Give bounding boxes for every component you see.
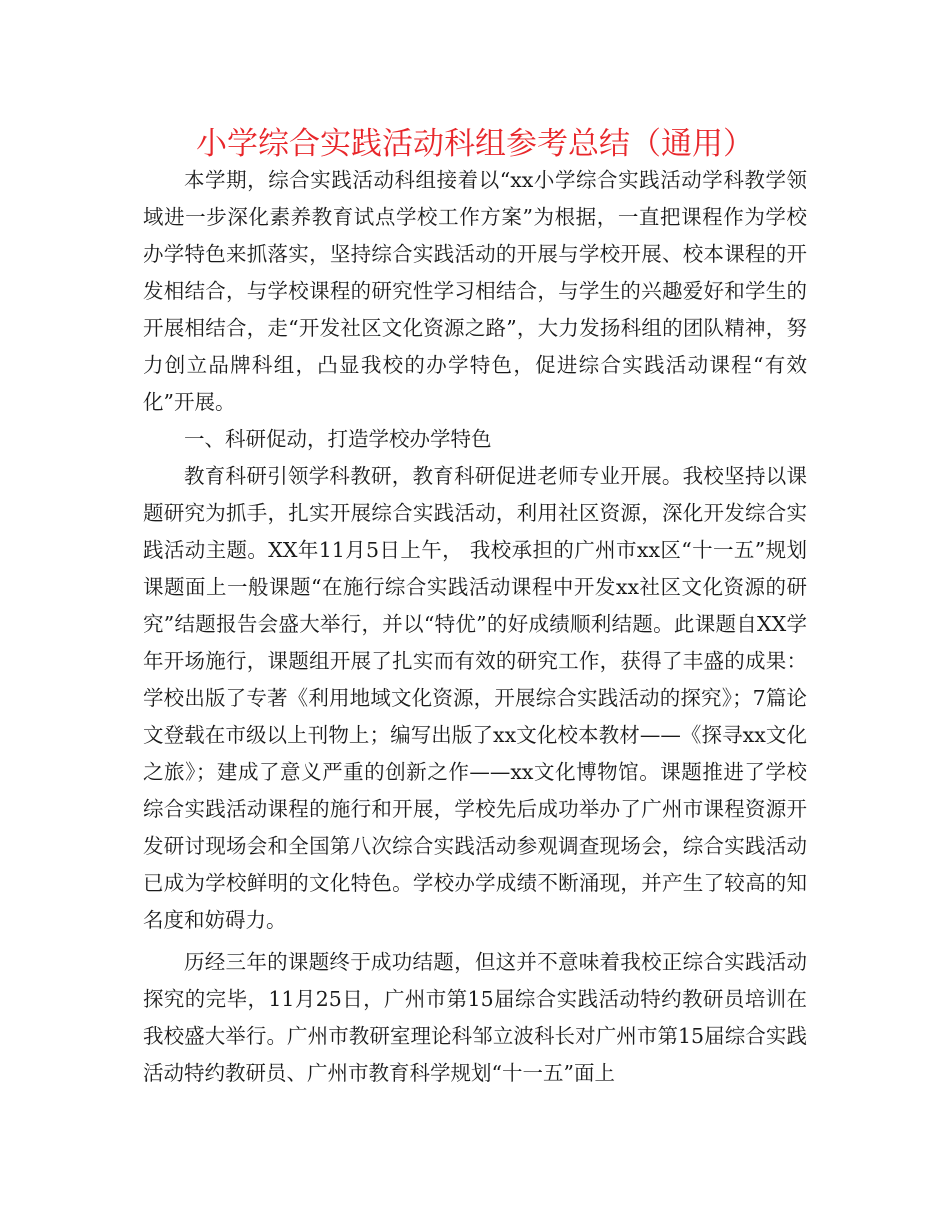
paragraph-research: 教育科研引领学科教研，教育科研促进老师专业开展。我校坚持以课题研究为抓手，扎实开展综合实践活动，利用社区资源，深化开发综合实践活动主题。XX年11月5日上午， 我校承担的广州市xx区“十一五”规划课题面上一般课题“在施行综合实践活动课程中开发xx社区文化资源的研究”结题报告会盛大举行，并以“特优”的好成绩顺利结题。此课题自XX学年开场施行，课题组开展了扎实而有效的研究工作，获得了丰盛的成果：学校出版了专著《利用地域文化资源，开展综合实践活动的探究》；7篇论文登载在市级以上刊物上；编写出版了xx文化校本教材——《探寻xx文化之旅》；建成了意义严重的创新之作——xx文化博物馆。课题推进了学校综合实践活动课程的施行和开展，学校先后成功举办了广州市课程资源开发研讨现场会和全国第八次综合实践活动参观调查现场会，综合实践活动已成为学校鲜明的文化特色。学校办学成绩不断涌现，并产生了较高的知名度和妨碍力。 <box>143 464 807 932</box>
paragraph-intro: 本学期，综合实践活动科组接着以“xx小学综合实践活动学科教学领域进一步深化素养教育试点学校工作方案”为根据，一直把课程作为学校办学特色来抓落实，坚持综合实践活动的开展与学校开展、校本课程的开发相结合，与学校课程的研究性学习相结合，与学生的兴趣爱好和学生的开展相结合，走“开发社区文化资源之路”，大力发扬科组的团队精神，努力创立品牌科组，凸显我校的办学特色，促进综合实践活动课程“有效化”开展。 <box>143 168 807 414</box>
paragraph-training: 历经三年的课题终于成功结题，但这并不意味着我校正综合实践活动探究的完毕，11月25日，广州市第15届综合实践活动特约教研员培训在我校盛大举行。广州市教研室理论科邹立波科长对广州市第15届综合实践活动特约教研员、广州市教育科学规划“十一五”面上 <box>143 950 807 1085</box>
document-title: 小学综合实践活动科组参考总结（通用） <box>196 126 754 162</box>
section-heading: 一、科研促动，打造学校办学特色 <box>184 427 492 451</box>
document-body <box>143 162 807 1092</box>
